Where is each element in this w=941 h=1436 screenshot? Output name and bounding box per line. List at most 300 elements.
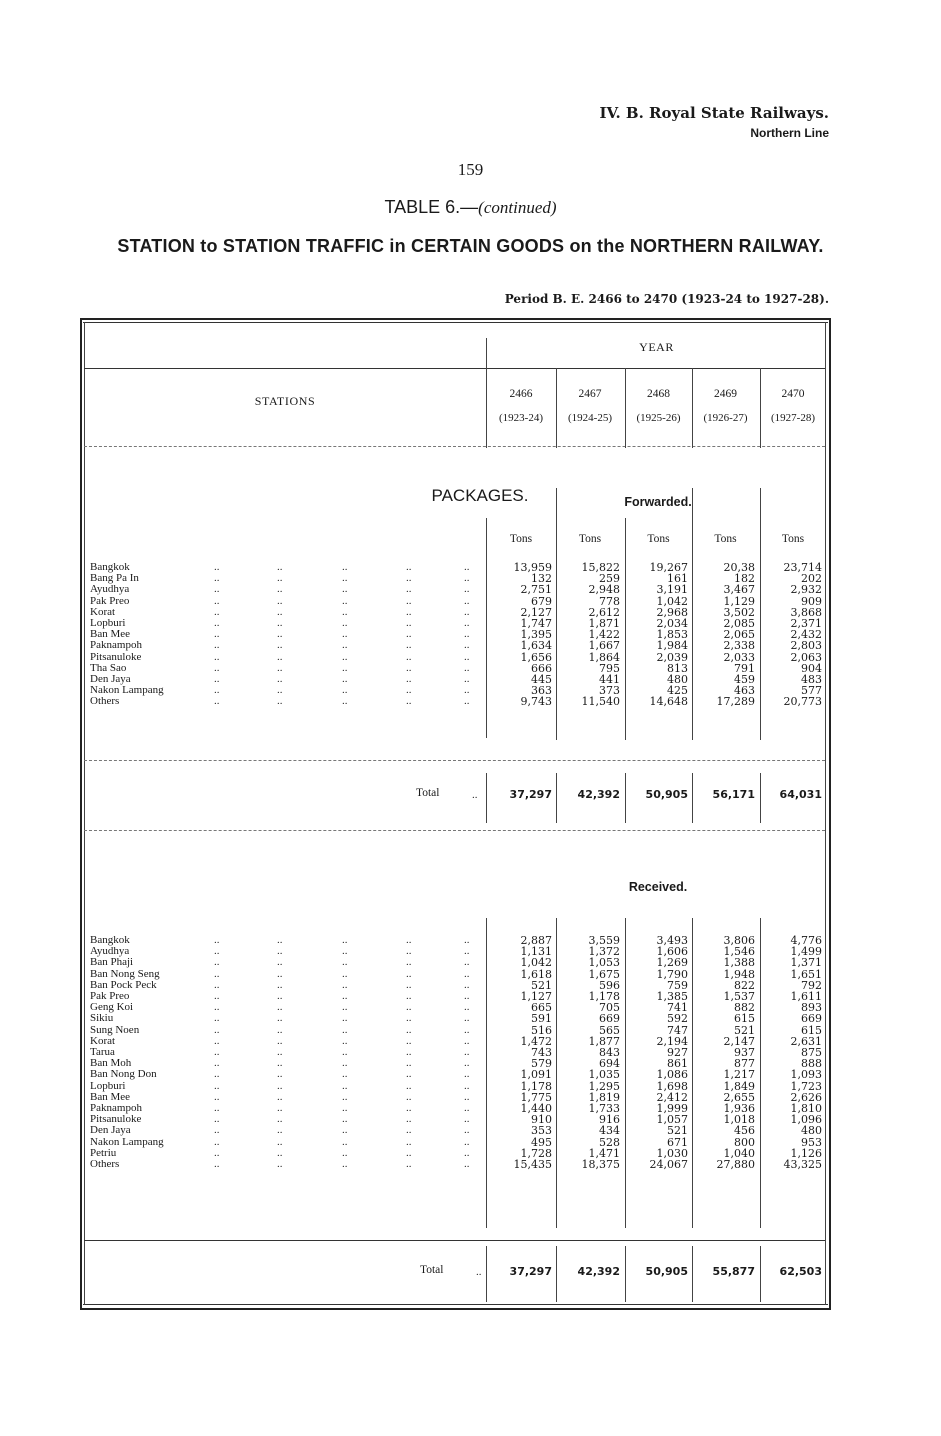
forwarded-total-rule <box>84 760 825 761</box>
rec-leader-8-3: .. <box>406 1023 412 1036</box>
table-bottom-border <box>80 1308 831 1310</box>
rec-value-10-1: 843 <box>599 1046 620 1059</box>
rec-value-7-0: 591 <box>531 1012 552 1026</box>
rec-value-12-3: 1,217 <box>723 1068 755 1082</box>
rec-leader-6-2: .. <box>342 1001 348 1014</box>
rec-leader-4-0: .. <box>214 978 220 991</box>
rec-leader-9-2: .. <box>342 1034 348 1047</box>
rec-value-0-4: 4,776 <box>790 934 822 947</box>
fwd-value-11-4: 577 <box>801 684 822 698</box>
fwd-leader-5-4: .. <box>464 617 470 629</box>
rec-value-7-3: 615 <box>734 1012 755 1026</box>
fwd-value-11-2: 425 <box>667 684 688 698</box>
fwd-value-8-4: 2,063 <box>790 650 822 664</box>
fwd-value-9-0: 666 <box>531 661 552 675</box>
rec-leader-17-3: .. <box>406 1124 412 1137</box>
fwd-value-9-4: 904 <box>801 661 822 675</box>
year-ce-1: (1924-25) <box>568 412 612 424</box>
fwd-leader-4-0: .. <box>214 605 220 618</box>
rec-value-1-4: 1,499 <box>790 945 822 959</box>
col-divider-2 <box>625 368 626 448</box>
table-continued: (continued) <box>478 198 557 217</box>
fwd-leader-6-0: .. <box>214 628 220 641</box>
year-label: YEAR <box>639 340 674 354</box>
fwd-station-10: Den Jaya <box>90 673 131 685</box>
table-top-border-inner <box>83 322 828 323</box>
fwd-leader-10-1: .. <box>277 673 283 685</box>
year-be-2: 2468 <box>647 388 670 400</box>
table-right-border-inner <box>825 322 826 1305</box>
rec-total-1: 42,392 <box>577 1265 620 1278</box>
fwd-station-12: Others <box>90 695 120 708</box>
fwd-value-12-4: 20,773 <box>783 695 822 709</box>
fwd-leader-7-0: .. <box>214 639 220 652</box>
fwd-value-7-4: 2,803 <box>790 639 822 653</box>
rec-leader-17-0: .. <box>214 1124 220 1137</box>
rec-value-11-0: 579 <box>531 1057 552 1071</box>
fwd-value-1-3: 182 <box>734 572 755 586</box>
rec-value-4-1: 596 <box>599 978 620 992</box>
fwd-value-6-2: 1,853 <box>656 628 688 642</box>
rec-leader-0-4: .. <box>464 934 470 946</box>
fwd-leader-0-4: .. <box>464 561 470 573</box>
fwd-leader-0-2: .. <box>342 561 348 573</box>
rec-value-7-2: 592 <box>667 1012 688 1026</box>
rec-value-5-2: 1,385 <box>656 990 688 1003</box>
rec-leader-15-2: .. <box>342 1102 348 1114</box>
fwd-leader-8-3: .. <box>406 650 412 663</box>
fwd-value-5-2: 2,034 <box>656 617 688 630</box>
fwd-leader-1-1: .. <box>277 572 283 585</box>
year-ce-4: (1927-28) <box>771 412 815 424</box>
rec-leader-12-2: .. <box>342 1068 348 1081</box>
rec-value-18-0: 495 <box>531 1135 552 1149</box>
rec-leader-14-1: .. <box>277 1090 283 1103</box>
rec-value-11-2: 861 <box>667 1057 688 1071</box>
fwd-value-8-1: 1,864 <box>588 650 620 664</box>
rec-leader-13-2: .. <box>342 1079 348 1092</box>
rec-leader-16-0: .. <box>214 1113 220 1126</box>
rec-leader-5-2: .. <box>342 990 348 1002</box>
rec-value-11-4: 888 <box>801 1057 822 1071</box>
year-ce-2: (1925-26) <box>636 412 681 424</box>
table-bottom-border-inner <box>83 1304 828 1305</box>
rec-leader-4-2: .. <box>342 978 348 991</box>
rec-value-10-2: 927 <box>667 1046 688 1059</box>
fwd-station-5: Lopburi <box>90 617 126 629</box>
fwd-leader-3-3: .. <box>406 594 412 607</box>
fwd-leader-1-4: .. <box>464 572 470 585</box>
received-total-rule <box>84 1240 825 1241</box>
fwd-total-0: 37,297 <box>509 788 552 801</box>
rec-value-14-1: 1,819 <box>588 1090 620 1104</box>
rec-value-18-3: 800 <box>734 1135 755 1149</box>
fwd-value-11-0: 363 <box>531 684 552 698</box>
fwd-leader-4-3: .. <box>406 605 412 618</box>
rec-value-3-4: 1,651 <box>790 967 822 981</box>
rec-value-4-3: 822 <box>734 978 755 992</box>
rec-leader-6-4: .. <box>464 1001 470 1014</box>
rec-value-20-2: 24,067 <box>649 1158 688 1171</box>
fwd-value-10-0: 445 <box>531 673 552 686</box>
rec-leader-16-2: .. <box>342 1113 348 1126</box>
rec-leader-18-2: .. <box>342 1135 348 1148</box>
rec-value-1-1: 1,372 <box>588 945 620 959</box>
fwd-station-6: Ban Mee <box>90 628 131 641</box>
rec-value-13-4: 1,723 <box>790 1079 822 1093</box>
table-caption <box>0 197 941 218</box>
rec-value-19-2: 1,030 <box>656 1146 688 1160</box>
rec-leader-18-0: .. <box>214 1135 220 1148</box>
rec-leader-19-0: .. <box>214 1146 220 1159</box>
year-be-4: 2470 <box>781 388 805 400</box>
rec-leader-4-1: .. <box>277 978 283 991</box>
rec-value-9-2: 2,194 <box>656 1034 688 1048</box>
received-total-leader: .. <box>476 1266 482 1278</box>
rec-leader-15-1: .. <box>277 1102 283 1114</box>
rec-leader-2-1: .. <box>277 956 283 969</box>
rec-value-17-0: 353 <box>531 1124 552 1138</box>
fwd-value-6-0: 1,395 <box>520 628 552 642</box>
received-label: Received. <box>628 880 688 894</box>
rec-leader-9-1: .. <box>277 1034 283 1047</box>
fwd-value-5-3: 2,085 <box>723 617 755 630</box>
page-number: 159 <box>457 160 484 179</box>
fwd-station-7: Paknampoh <box>90 639 142 652</box>
rec-leader-8-0: .. <box>214 1023 220 1036</box>
fwd-station-8: Pitsanuloke <box>90 650 142 663</box>
rec-value-16-4: 1,096 <box>790 1113 822 1127</box>
line-subtitle: Northern Line <box>750 126 829 140</box>
fwd-value-6-1: 1,422 <box>588 628 620 642</box>
fwd-value-3-1: 778 <box>599 594 620 608</box>
fwd-leader-6-2: .. <box>342 628 348 641</box>
fwd-value-5-1: 1,871 <box>588 617 620 630</box>
rec-leader-20-1: .. <box>277 1158 283 1170</box>
fwd-value-3-2: 1,042 <box>656 594 688 608</box>
rec-leader-10-2: .. <box>342 1046 348 1058</box>
fwd-leader-12-1: .. <box>277 695 283 708</box>
rec-value-16-2: 1,057 <box>656 1113 688 1127</box>
rec-value-10-3: 937 <box>734 1046 755 1059</box>
fwd-value-4-4: 3,868 <box>790 605 822 619</box>
rec-leader-15-0: .. <box>214 1102 220 1114</box>
fwd-leader-3-1: .. <box>277 594 283 607</box>
rec-leader-17-4: .. <box>464 1124 470 1137</box>
fwd-leader-7-4: .. <box>464 639 470 652</box>
rec-leader-9-0: .. <box>214 1034 220 1047</box>
rec-leader-5-3: .. <box>406 990 412 1002</box>
rec-value-11-3: 877 <box>734 1057 755 1071</box>
rec-leader-17-1: .. <box>277 1124 283 1137</box>
fwd-leader-12-0: .. <box>214 695 220 708</box>
fwd-leader-12-4: .. <box>464 695 470 708</box>
rec-station-16: Pitsanuloke <box>90 1113 142 1126</box>
rec-leader-5-4: .. <box>464 990 470 1002</box>
rec-value-16-1: 916 <box>599 1113 620 1127</box>
rec-value-0-2: 3,493 <box>656 934 688 947</box>
rec-value-20-4: 43,325 <box>783 1158 822 1171</box>
rec-leader-0-1: .. <box>277 934 283 946</box>
fwd-value-0-4: 23,714 <box>783 561 822 574</box>
fwd-leader-11-1: .. <box>277 684 283 697</box>
fwd-leader-1-0: .. <box>214 572 220 585</box>
rec-leader-11-2: .. <box>342 1057 348 1070</box>
rec-leader-5-0: .. <box>214 990 220 1002</box>
rec-value-5-1: 1,178 <box>588 990 620 1003</box>
rec-leader-10-0: .. <box>214 1046 220 1058</box>
fwd-total-3: 56,171 <box>712 788 755 801</box>
rec-value-9-4: 2,631 <box>790 1034 822 1048</box>
rec-leader-0-0: .. <box>214 934 220 946</box>
rec-leader-13-3: .. <box>406 1079 412 1092</box>
fwd-value-4-3: 3,502 <box>723 605 755 619</box>
rec-value-17-1: 434 <box>599 1124 620 1138</box>
rec-leader-6-3: .. <box>406 1001 412 1014</box>
rec-leader-7-0: .. <box>214 1012 220 1025</box>
fwd-leader-7-3: .. <box>406 639 412 652</box>
rec-value-7-4: 669 <box>801 1012 822 1026</box>
rec-value-12-0: 1,091 <box>520 1068 552 1082</box>
fwd-leader-3-2: .. <box>342 594 348 607</box>
rec-leader-18-1: .. <box>277 1135 283 1148</box>
fwd-leader-7-1: .. <box>277 639 283 652</box>
fwd-value-8-2: 2,039 <box>656 650 688 664</box>
rec-value-15-1: 1,733 <box>588 1102 620 1115</box>
fwd-value-2-1: 2,948 <box>588 583 620 597</box>
rec-leader-14-4: .. <box>464 1090 470 1103</box>
fwd-leader-1-2: .. <box>342 572 348 585</box>
rec-value-14-4: 2,626 <box>790 1090 822 1104</box>
stations-label: STATIONS <box>254 394 316 408</box>
rec-leader-3-4: .. <box>464 967 470 980</box>
fwd-value-12-3: 17,289 <box>716 695 755 709</box>
rec-value-13-1: 1,295 <box>588 1079 620 1093</box>
fwd-value-4-2: 2,968 <box>656 605 688 619</box>
rec-value-2-4: 1,371 <box>790 956 822 970</box>
rec-leader-19-1: .. <box>277 1146 283 1159</box>
period-line: Period B. E. 2466 to 2470 (1923-24 to 1927-28). <box>504 292 829 306</box>
year-be-1: 2467 <box>578 388 602 400</box>
fwd-leader-11-0: .. <box>214 684 220 697</box>
fwd-value-12-2: 14,648 <box>649 695 688 709</box>
rec-value-5-4: 1,611 <box>790 990 822 1003</box>
rec-value-14-0: 1,775 <box>520 1090 552 1104</box>
fwd-value-3-3: 1,129 <box>723 594 755 608</box>
rec-leader-8-4: .. <box>464 1023 470 1036</box>
fwd-value-4-0: 2,127 <box>520 605 552 619</box>
fwd-leader-6-3: .. <box>406 628 412 641</box>
fwd-value-10-2: 480 <box>667 673 688 686</box>
forwarded-label: Forwarded. <box>624 495 692 509</box>
rec-leader-14-2: .. <box>342 1090 348 1103</box>
rec-leader-13-4: .. <box>464 1079 470 1092</box>
fwd-value-10-1: 441 <box>599 673 620 686</box>
unit-label-0: Tons <box>509 533 533 545</box>
rec-total-2: 50,905 <box>645 1265 688 1278</box>
commodity-label: PACKAGES. <box>431 486 529 505</box>
fwd-value-5-4: 2,371 <box>790 617 822 630</box>
rec-value-20-0: 15,435 <box>513 1158 552 1171</box>
rec-leader-0-2: .. <box>342 934 348 946</box>
rec-value-8-3: 521 <box>734 1023 755 1037</box>
fwd-leader-9-4: .. <box>464 661 470 674</box>
rec-leader-6-1: .. <box>277 1001 283 1014</box>
table-label: TABLE 6.— <box>384 197 479 217</box>
rec-leader-13-0: .. <box>214 1079 220 1092</box>
rec-leader-0-3: .. <box>406 934 412 946</box>
rec-value-10-0: 743 <box>531 1046 552 1059</box>
rec-station-11: Ban Moh <box>90 1057 132 1070</box>
fwd-leader-0-3: .. <box>406 561 412 573</box>
fwd-leader-2-0: .. <box>214 583 220 596</box>
rec-leader-2-3: .. <box>406 956 412 969</box>
rec-leader-10-3: .. <box>406 1046 412 1058</box>
fwd-value-0-1: 15,822 <box>581 561 620 574</box>
rec-station-5: Pak Preo <box>90 990 130 1002</box>
fwd-leader-4-2: .. <box>342 605 348 618</box>
rec-value-6-2: 741 <box>667 1001 688 1015</box>
fwd-leader-5-2: .. <box>342 617 348 629</box>
fwd-value-2-3: 3,467 <box>723 583 755 597</box>
fwd-total-2: 50,905 <box>645 788 688 801</box>
rec-total-4: 62,503 <box>779 1265 822 1278</box>
fwd-leader-0-1: .. <box>277 561 283 573</box>
rec-leader-7-4: .. <box>464 1012 470 1025</box>
rec-value-6-1: 705 <box>599 1001 620 1015</box>
rec-leader-1-1: .. <box>277 945 283 958</box>
fwd-value-7-3: 2,338 <box>723 639 755 653</box>
fwd-leader-10-2: .. <box>342 673 348 685</box>
rec-leader-1-3: .. <box>406 945 412 958</box>
forwarded-section-end-rule <box>84 830 825 831</box>
fwd-leader-0-0: .. <box>214 561 220 573</box>
rec-value-2-2: 1,269 <box>656 956 688 970</box>
fwd-value-5-0: 1,747 <box>520 617 552 630</box>
rec-leader-11-3: .. <box>406 1057 412 1070</box>
rec-leader-2-2: .. <box>342 956 348 969</box>
fwd-leader-10-3: .. <box>406 673 412 685</box>
rec-leader-20-4: .. <box>464 1158 470 1170</box>
rec-station-20: Others <box>90 1158 120 1170</box>
rec-leader-19-4: .. <box>464 1146 470 1159</box>
fwd-value-12-0: 9,743 <box>520 695 552 709</box>
fwd-value-4-1: 2,612 <box>588 605 620 619</box>
rec-leader-17-2: .. <box>342 1124 348 1137</box>
rec-leader-3-1: .. <box>277 967 283 980</box>
rec-leader-12-1: .. <box>277 1068 283 1081</box>
rec-leader-10-4: .. <box>464 1046 470 1058</box>
rec-value-7-1: 669 <box>599 1012 620 1026</box>
traffic-table <box>80 318 831 1311</box>
fwd-value-3-4: 909 <box>801 594 822 608</box>
rec-value-9-3: 2,147 <box>723 1034 755 1048</box>
rec-value-18-4: 953 <box>801 1135 822 1149</box>
fwd-leader-3-4: .. <box>464 594 470 607</box>
fwd-leader-11-3: .. <box>406 684 412 697</box>
rec-value-17-4: 480 <box>801 1124 822 1138</box>
fwd-value-6-4: 2,432 <box>790 628 822 642</box>
fwd-leader-12-3: .. <box>406 695 412 708</box>
unit-label-4: Tons <box>781 533 805 545</box>
rec-value-9-1: 1,877 <box>588 1034 620 1048</box>
rec-leader-16-1: .. <box>277 1113 283 1126</box>
rec-leader-8-2: .. <box>342 1023 348 1036</box>
rec-leader-20-3: .. <box>406 1158 412 1170</box>
fwd-leader-5-0: .. <box>214 617 220 629</box>
rec-leader-1-0: .. <box>214 945 220 958</box>
rec-leader-1-2: .. <box>342 945 348 958</box>
table-right-border <box>829 318 831 1310</box>
fwd-leader-9-0: .. <box>214 661 220 674</box>
fwd-value-7-1: 1,667 <box>588 639 620 653</box>
fwd-value-1-4: 202 <box>801 572 822 586</box>
rec-value-8-4: 615 <box>801 1023 822 1037</box>
table-left-border <box>80 318 82 1310</box>
rec-leader-12-0: .. <box>214 1068 220 1081</box>
fwd-leader-8-4: .. <box>464 650 470 663</box>
fwd-leader-9-2: .. <box>342 661 348 674</box>
fwd-value-9-2: 813 <box>667 661 688 675</box>
rec-value-15-3: 1,936 <box>723 1102 755 1115</box>
rec-leader-6-0: .. <box>214 1001 220 1014</box>
fwd-value-2-4: 2,932 <box>790 583 822 597</box>
rec-value-12-4: 1,093 <box>790 1068 822 1082</box>
rec-leader-7-2: .. <box>342 1012 348 1025</box>
rec-leader-2-4: .. <box>464 956 470 969</box>
rec-station-13: Lopburi <box>90 1079 126 1092</box>
fwd-leader-8-2: .. <box>342 650 348 663</box>
fwd-station-0: Bangkok <box>90 561 130 573</box>
rec-value-3-3: 1,948 <box>723 967 755 981</box>
rec-value-13-0: 1,178 <box>520 1079 552 1093</box>
fwd-leader-9-3: .. <box>406 661 412 674</box>
unit-label-3: Tons <box>714 533 737 545</box>
rec-value-0-1: 3,559 <box>588 934 620 947</box>
rec-leader-3-0: .. <box>214 967 220 980</box>
rec-value-6-0: 665 <box>531 1001 552 1015</box>
year-header-rule <box>84 368 825 369</box>
fwd-total-1: 42,392 <box>577 788 620 801</box>
unit-label-2: Tons <box>647 533 670 545</box>
fwd-leader-3-0: .. <box>214 594 220 607</box>
rec-value-4-0: 521 <box>531 978 552 992</box>
rec-leader-1-4: .. <box>464 945 470 958</box>
rec-value-1-0: 1,131 <box>520 945 552 959</box>
fwd-value-9-1: 795 <box>599 661 620 675</box>
rec-value-12-1: 1,035 <box>588 1068 620 1082</box>
fwd-value-3-0: 679 <box>531 594 552 608</box>
fwd-value-8-3: 2,033 <box>723 650 755 664</box>
table-top-border <box>80 318 831 320</box>
rec-station-8: Sung Noen <box>90 1023 140 1036</box>
rec-station-1: Ayudhya <box>90 945 130 958</box>
rec-leader-11-4: .. <box>464 1057 470 1070</box>
rec-leader-15-3: .. <box>406 1102 412 1114</box>
year-ce-3: (1926-27) <box>703 412 748 424</box>
rec-value-1-3: 1,546 <box>723 945 755 959</box>
rec-value-19-4: 1,126 <box>790 1146 822 1160</box>
header-bottom-rule <box>84 446 825 447</box>
fwd-leader-6-1: .. <box>277 628 283 641</box>
forwarded-total-leader: .. <box>472 789 478 801</box>
rec-total-3: 55,877 <box>712 1265 755 1278</box>
fwd-station-4: Korat <box>90 605 116 618</box>
rec-leader-7-3: .. <box>406 1012 412 1025</box>
rec-station-2: Ban Phaji <box>90 956 134 969</box>
rec-value-0-0: 2,887 <box>520 934 552 947</box>
fwd-value-7-0: 1,634 <box>520 639 552 653</box>
